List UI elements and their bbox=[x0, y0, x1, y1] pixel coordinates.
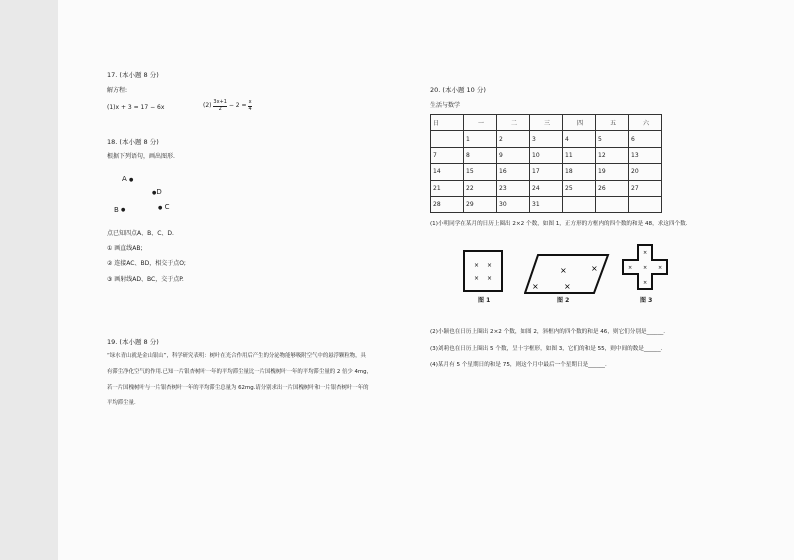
q18-step-2: ② 连接AC、BD，相交于点O; bbox=[107, 260, 186, 267]
q20-part-3: (3)刘莉也在日历上圈出 5 个数，呈十字框形，如图 3，它们的和是 55，则中间的数是______. bbox=[430, 346, 663, 352]
q18-step-1: ① 画直线AB; bbox=[107, 245, 143, 252]
point-c-label: ● C bbox=[158, 203, 170, 211]
figure-2-parallelogram-frame bbox=[524, 253, 610, 295]
svg-text:×: × bbox=[643, 265, 648, 271]
q17-eq2-numerator: 3x+1 bbox=[213, 99, 227, 105]
point-b-label: B ● bbox=[114, 206, 126, 214]
calendar-row bbox=[431, 164, 662, 180]
svg-text:×: × bbox=[487, 275, 493, 282]
figure-3-cross-frame bbox=[622, 244, 668, 290]
calendar-header-cell: 一 bbox=[464, 115, 497, 131]
calendar-cell: 4 bbox=[563, 131, 596, 147]
calendar-cell: 16 bbox=[497, 164, 530, 180]
calendar-cell bbox=[629, 196, 662, 212]
q18-given: 点已知四点A、B、C、D. bbox=[107, 230, 174, 237]
q20-title: 20. (本小题 10 分) bbox=[430, 86, 486, 94]
calendar-cell: 25 bbox=[563, 180, 596, 196]
calendar-cell: 31 bbox=[530, 196, 563, 212]
calendar-cell: 24 bbox=[530, 180, 563, 196]
calendar-cell: 15 bbox=[464, 164, 497, 180]
svg-text:×: × bbox=[591, 264, 598, 273]
calendar-cell: 28 bbox=[431, 196, 464, 212]
calendar-header-cell: 日 bbox=[431, 115, 464, 131]
calendar-cell: 21 bbox=[431, 180, 464, 196]
calendar-cell: 3 bbox=[530, 131, 563, 147]
svg-text:×: × bbox=[643, 280, 648, 286]
calendar-row bbox=[431, 196, 662, 212]
calendar-header-cell: 五 bbox=[596, 115, 629, 131]
q19-line-2: 有滞尘净化空气的作用.已知一片银杏树叶一年的平均滞尘量比一片国槐树叶一年的平均滞尘量的 2 倍少 4mg， bbox=[107, 369, 372, 375]
svg-text:×: × bbox=[532, 282, 539, 291]
q17-lead: 解方程: bbox=[107, 87, 128, 94]
calendar-cell: 1 bbox=[464, 131, 497, 147]
calendar-cell: 13 bbox=[629, 147, 662, 163]
q18-title: 18. (本小题 8 分) bbox=[107, 138, 159, 146]
calendar-cell: 12 bbox=[596, 147, 629, 163]
q20-subtitle: 生活与数学 bbox=[430, 102, 461, 109]
q19-line-4: 平均滞尘量. bbox=[107, 400, 136, 406]
q20-part-2: (2)小颖也在日历上圈出 2×2 个数，如图 2，斜框内的四个数的和是 46，则它们分别是______. bbox=[430, 329, 666, 335]
svg-text:×: × bbox=[560, 266, 567, 275]
calendar-row bbox=[431, 147, 662, 163]
calendar-cell: 17 bbox=[530, 164, 563, 180]
calendar-row bbox=[431, 131, 662, 147]
q20-part-1: (1)小明同学在某月的日历上圈出 2×2 个数，如图 1，正方形的方框内的四个数的和是 48，求这四个数. bbox=[430, 221, 688, 227]
calendar-cell bbox=[431, 131, 464, 147]
q20-part-4: (4)某月有 5 个星期日的和是 75，则这个月中最后一个星期日是______. bbox=[430, 362, 607, 368]
calendar-cell: 6 bbox=[629, 131, 662, 147]
svg-text:×: × bbox=[643, 250, 648, 256]
svg-text:×: × bbox=[487, 262, 493, 269]
calendar-cell: 2 bbox=[497, 131, 530, 147]
svg-text:×: × bbox=[628, 265, 633, 271]
calendar-cell: 20 bbox=[629, 164, 662, 180]
calendar-header-row bbox=[431, 115, 662, 131]
point-d-label: ●D bbox=[152, 188, 162, 196]
q18-lead: 根据下列语句，画出图形. bbox=[107, 153, 175, 160]
point-a-label: A ● bbox=[122, 175, 134, 183]
calendar-cell: 14 bbox=[431, 164, 464, 180]
calendar-cell: 26 bbox=[596, 180, 629, 196]
q17-eq2-denominator: 2 bbox=[218, 105, 222, 112]
q19-line-3: 若一片国槐树叶与一片银杏树叶一年的平均滞尘总量为 62mg.请分别求出一片国槐树叶和一片银杏树叶一年的 bbox=[107, 385, 369, 391]
calendar-cell: 23 bbox=[497, 180, 530, 196]
calendar-header-cell: 三 bbox=[530, 115, 563, 131]
calendar-header-cell: 二 bbox=[497, 115, 530, 131]
q17-title: 17. (本小题 8 分) bbox=[107, 71, 159, 79]
calendar-row bbox=[431, 180, 662, 196]
calendar-cell: 8 bbox=[464, 147, 497, 163]
calendar-cell: 19 bbox=[596, 164, 629, 180]
calendar-cell bbox=[596, 196, 629, 212]
svg-text:×: × bbox=[474, 275, 480, 282]
q17-equation-1: (1)x + 3 = 17 − 6x bbox=[107, 104, 165, 111]
q18-step-3: ③ 画射线AD、BC，交于点P. bbox=[107, 276, 184, 283]
calendar-cell: 11 bbox=[563, 147, 596, 163]
q19-title: 19. (本小题 8 分) bbox=[107, 338, 159, 346]
calendar-cell: 29 bbox=[464, 196, 497, 212]
calendar-cell: 10 bbox=[530, 147, 563, 163]
calendar-cell: 27 bbox=[629, 180, 662, 196]
calendar-cell: 7 bbox=[431, 147, 464, 163]
svg-text:×: × bbox=[474, 262, 480, 269]
figure-1-square-frame bbox=[463, 250, 503, 292]
q17-eq2-right-denominator: 4 bbox=[248, 105, 252, 112]
q17-eq2-right-numerator: x bbox=[248, 99, 252, 105]
calendar-cell: 18 bbox=[563, 164, 596, 180]
calendar-cell: 22 bbox=[464, 180, 497, 196]
svg-text:×: × bbox=[658, 265, 663, 271]
calendar-table bbox=[430, 114, 662, 213]
calendar-cell: 30 bbox=[497, 196, 530, 212]
q19-line-1: “绿水青山就是金山银山”，科学研究表明：树叶在光合作用后产生的分泌物能够吸附空气中的悬浮颗粒物，具 bbox=[107, 353, 366, 359]
figure-2-label: 图 2 bbox=[557, 297, 570, 304]
calendar-cell bbox=[563, 196, 596, 212]
svg-text:×: × bbox=[564, 282, 571, 291]
figure-3-label: 图 3 bbox=[640, 297, 653, 304]
calendar-cell: 5 bbox=[596, 131, 629, 147]
q17-eq2-prefix: (2) bbox=[203, 102, 212, 109]
figure-1-label: 图 1 bbox=[478, 297, 491, 304]
q17-equation-2 bbox=[203, 100, 252, 116]
q17-eq2-middle: − 2 = bbox=[228, 102, 249, 109]
calendar-header-cell: 六 bbox=[629, 115, 662, 131]
calendar-header-cell: 四 bbox=[563, 115, 596, 131]
calendar-cell: 9 bbox=[497, 147, 530, 163]
